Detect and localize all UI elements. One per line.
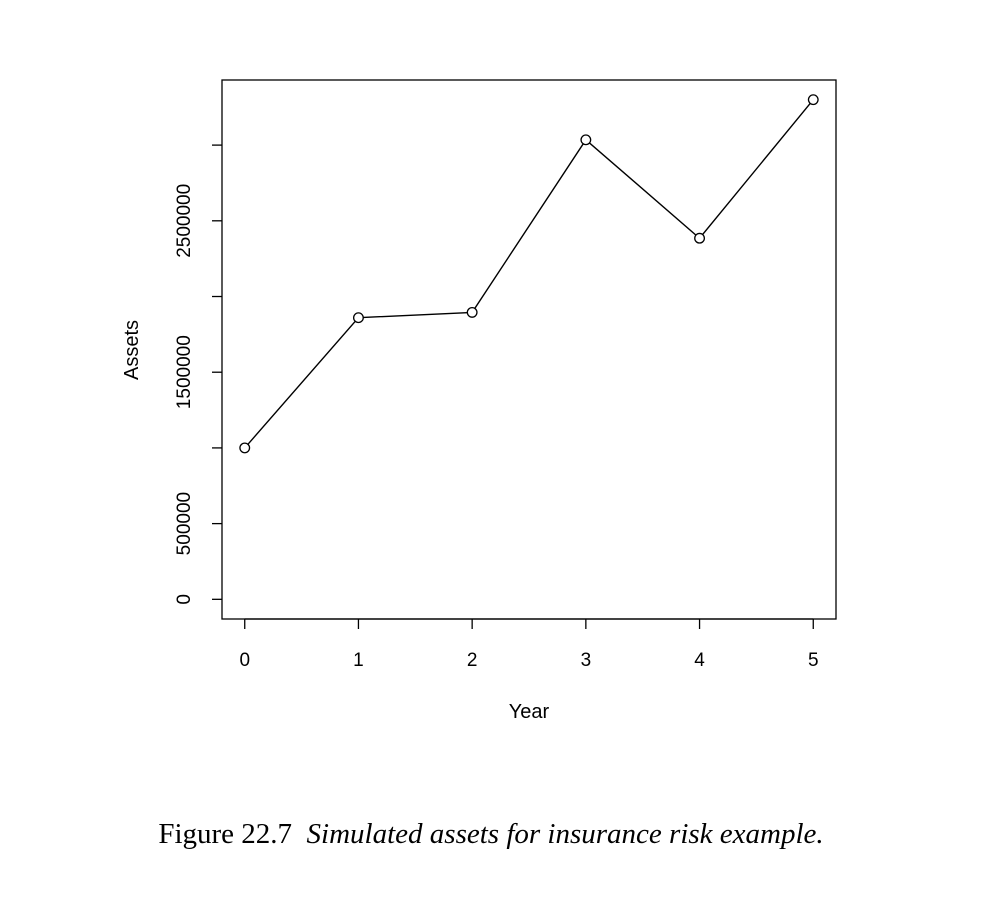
- figure-caption-text: Simulated assets for insurance risk example.: [306, 818, 824, 850]
- figure-number: Figure 22.7: [158, 818, 293, 850]
- x-tick-label: 5: [807, 650, 819, 671]
- data-point: [581, 135, 591, 145]
- y-tick-label: 1500000: [174, 335, 195, 410]
- data-point: [695, 233, 705, 243]
- data-point: [467, 308, 477, 318]
- y-tick-label: 2500000: [174, 183, 195, 258]
- y-tick-label: 500000: [174, 491, 195, 556]
- data-point: [354, 313, 364, 323]
- series-layer: [240, 95, 818, 453]
- figure-caption: [0, 818, 982, 851]
- data-point: [240, 443, 250, 453]
- x-axis: [239, 619, 818, 671]
- series-line: [245, 100, 814, 448]
- y-axis-title: Assets: [121, 319, 143, 381]
- plot-frame: [222, 80, 836, 619]
- x-tick-label: 2: [466, 650, 478, 671]
- y-axis: [174, 145, 222, 605]
- x-tick-label: 4: [694, 650, 705, 671]
- data-point: [808, 95, 818, 105]
- y-tick-label: 0: [174, 594, 195, 605]
- x-axis-title: Year: [508, 701, 550, 723]
- x-tick-label: 1: [353, 650, 364, 671]
- x-tick-label: 3: [580, 650, 592, 671]
- x-tick-label: 0: [239, 650, 251, 671]
